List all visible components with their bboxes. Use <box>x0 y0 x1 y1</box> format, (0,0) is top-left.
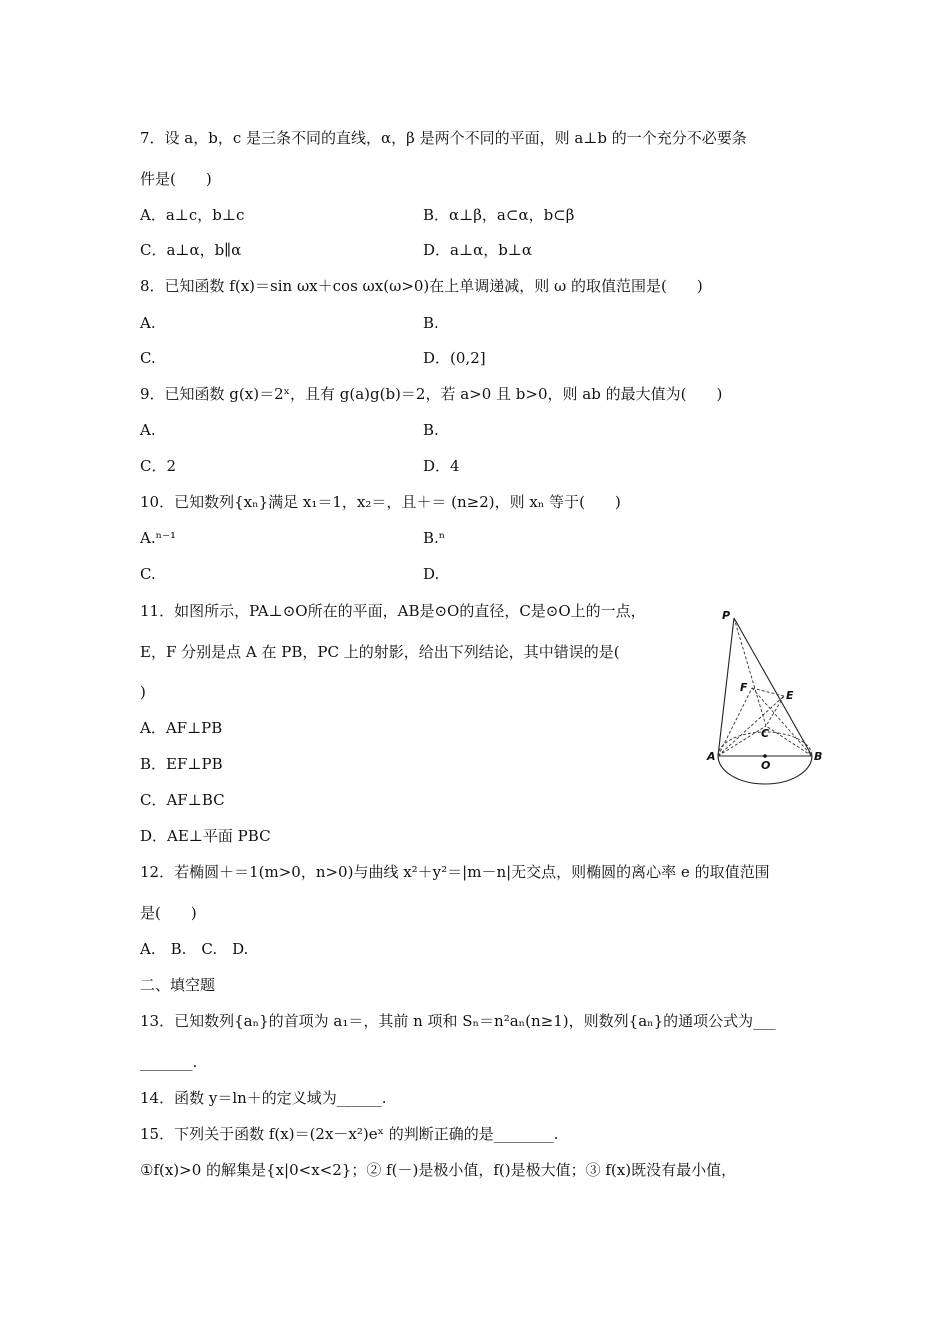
figure-label-c: C <box>761 727 770 740</box>
q7-stem-line2: 件是( ) <box>140 170 212 188</box>
q8-option-d: D．(0,2] <box>423 349 486 367</box>
q8-option-b: B. <box>423 314 439 332</box>
q7-option-d: D．a⊥α，b⊥α <box>423 241 533 259</box>
q10-option-d: D. <box>423 565 440 583</box>
q9-option-c: C．2 <box>140 457 177 475</box>
section-fill-blank-heading: 二、填空题 <box>140 976 216 994</box>
figure-label-o: O <box>761 759 771 772</box>
q10-option-c: C. <box>140 565 156 583</box>
q8-option-a: A. <box>140 314 156 332</box>
q7-option-a: A．a⊥c，b⊥c <box>140 206 245 224</box>
q7-stem-line1: 7．设 a，b，c 是三条不同的直线，α，β 是两个不同的平面，则 a⊥b 的一个充分不必要条 <box>140 129 747 147</box>
q15-stem: 15．下列关于函数 f(x)＝(2x－x²)eˣ 的判断正确的是________. <box>140 1125 559 1143</box>
q10-option-b: B.ⁿ <box>423 529 446 547</box>
q13-stem-line1: 13．已知数列{aₙ}的首项为 a₁＝，其前 n 项和 Sₙ＝n²aₙ(n≥1)，则数列{aₙ}的通项公式为___ <box>140 1012 776 1030</box>
q7-option-c: C．a⊥α，b∥α <box>140 241 242 259</box>
q13-stem-line2: _______. <box>140 1053 198 1071</box>
q9-option-a: A. <box>140 421 156 439</box>
q11-stem-line3: ) <box>140 683 146 701</box>
q11-stem-line1: 11．如图所示，PA⊥⊙O所在的平面，AB是⊙O的直径，C是⊙O上的一点， <box>140 602 646 620</box>
q9-option-d: D．4 <box>423 457 460 475</box>
q10-stem: 10．已知数列{xₙ}满足 x₁＝1，x₂＝，且＋＝ (n≥2)，则 xₙ 等于( ) <box>140 493 621 511</box>
q14-stem: 14．函数 y＝ln＋的定义域为______. <box>140 1089 387 1107</box>
q8-option-c: C. <box>140 349 156 367</box>
q8-stem: 8．已知函数 f(x)＝sin ωx＋cos ωx(ω>0)在上单调递减，则 ω 的取值范围是( ) <box>140 277 703 295</box>
figure-label-e: E <box>786 689 794 702</box>
figure-label-b: B <box>814 750 823 763</box>
q9-stem: 9．已知函数 g(x)＝2ˣ，且有 g(a)g(b)＝2，若 a>0 且 b>0，则 ab 的最大值为( ) <box>140 385 723 403</box>
q12-stem-line1: 12．若椭圆＋＝1(m>0，n>0)与曲线 x²＋y²＝|m－n|无交点，则椭圆的离心率 e 的取值范围 <box>140 863 770 881</box>
q12-options: A. B. C. D. <box>140 940 249 958</box>
q9-option-b: B. <box>423 421 439 439</box>
q11-option-a: A．AF⊥PB <box>140 719 223 737</box>
q12-stem-line2: 是( ) <box>140 904 197 922</box>
figure-label-a: A <box>707 750 716 763</box>
figure-label-p: P <box>722 609 731 622</box>
q10-option-a: A.ⁿ⁻¹ <box>140 529 177 547</box>
q15-line2: ①f(x)>0 的解集是{x|0<x<2}；② f(－)是极小值，f()是极大值；③ f(x)既没有最小值， <box>140 1161 737 1179</box>
q11-geometry-figure <box>700 608 830 788</box>
figure-label-f: F <box>740 681 748 694</box>
q11-stem-line2: E，F 分别是点 A 在 PB，PC 上的射影，给出下列结论，其中错误的是( <box>140 643 620 661</box>
q7-option-b: B．α⊥β，a⊂α，b⊂β <box>423 206 575 224</box>
q11-option-b: B．EF⊥PB <box>140 755 223 773</box>
q11-option-c: C．AF⊥BC <box>140 791 225 809</box>
q11-option-d: D．AE⊥平面 PBC <box>140 827 271 845</box>
